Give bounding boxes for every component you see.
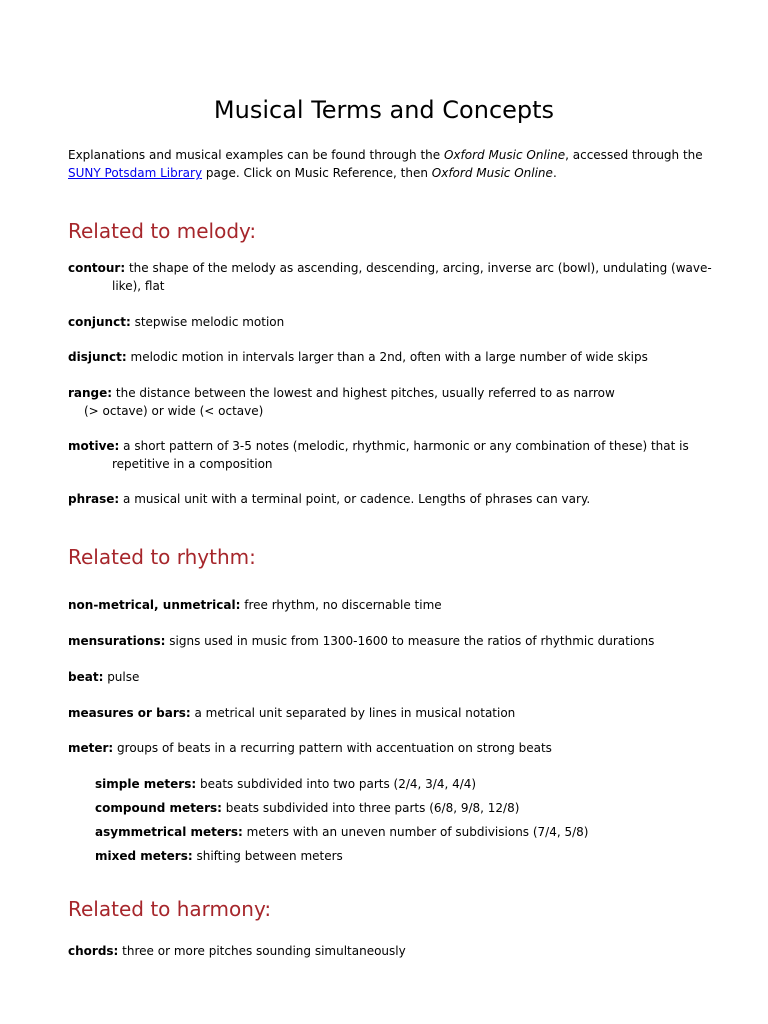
term-label: disjunct: xyxy=(68,350,127,364)
term-mixed-meters xyxy=(95,847,343,865)
term-label: compound meters: xyxy=(95,801,222,815)
term-definition: a metrical unit separated by lines in musical notation xyxy=(190,706,516,720)
term-definition: groups of beats in a recurring pattern with accentuation on strong beats xyxy=(113,741,552,755)
term-definition: melodic motion in intervals larger than a 2nd, often with a large number of wide skips xyxy=(126,350,648,364)
intro-text: page. Click on Music Reference, then xyxy=(202,166,432,180)
term-definition: three or more pitches sounding simultaneously xyxy=(118,944,406,958)
term-definition: a musical unit with a terminal point, or cadence. Lengths of phrases can vary. xyxy=(119,492,591,506)
term-chords xyxy=(68,942,406,960)
term-label: mensurations: xyxy=(68,634,166,648)
intro-line-2 xyxy=(68,165,557,182)
term-definition: a short pattern of 3-5 notes (melodic, rhythmic, harmonic or any combination of these) that is xyxy=(119,439,689,453)
term-label: phrase: xyxy=(68,492,120,506)
term-label: conjunct: xyxy=(68,315,131,329)
intro-source-name: Oxford Music Online xyxy=(443,148,566,162)
term-label: contour: xyxy=(68,261,126,275)
term-measures xyxy=(68,704,515,722)
term-definition: free rhythm, no discernable time xyxy=(240,598,442,612)
term-label: chords: xyxy=(68,944,119,958)
term-mensurations xyxy=(68,632,654,650)
section-heading-rhythm: Related to rhythm: xyxy=(68,545,256,569)
term-label: measures or bars: xyxy=(68,706,191,720)
term-motive-continuation: repetitive in a composition xyxy=(112,457,273,471)
term-label: non-metrical, unmetrical: xyxy=(68,598,241,612)
intro-line-1 xyxy=(68,147,703,164)
term-beat xyxy=(68,668,139,686)
page-title: Musical Terms and Concepts xyxy=(213,96,555,124)
term-definition: the shape of the melody as ascending, descending, arcing, inverse arc (bowl), undulating (wave- xyxy=(125,261,712,275)
term-conjunct xyxy=(68,313,284,331)
term-simple-meters xyxy=(95,775,476,793)
term-label: asymmetrical meters: xyxy=(95,825,243,839)
intro-text: Explanations and musical examples can be found through the xyxy=(68,148,444,162)
term-label: beat: xyxy=(68,670,104,684)
term-definition: pulse xyxy=(103,670,140,684)
term-label: meter: xyxy=(68,741,114,755)
term-label: range: xyxy=(68,386,113,400)
intro-text: , accessed through the xyxy=(565,148,703,162)
term-contour xyxy=(68,259,712,277)
term-non-metrical xyxy=(68,596,442,614)
library-link[interactable]: SUNY Potsdam Library xyxy=(68,166,203,180)
term-definition: stepwise melodic motion xyxy=(130,315,285,329)
term-definition: shifting between meters xyxy=(192,849,343,863)
intro-source-name: Oxford Music Online xyxy=(431,166,553,180)
term-definition: the distance between the lowest and highest pitches, usually referred to as narrow xyxy=(112,386,615,400)
section-heading-melody: Related to melody: xyxy=(68,219,257,243)
term-label: mixed meters: xyxy=(95,849,193,863)
term-meter xyxy=(68,739,552,757)
section-heading-harmony: Related to harmony: xyxy=(68,897,272,921)
term-motive xyxy=(68,437,689,455)
term-definition: beats subdivided into two parts (2/4, 3/4, 4/4) xyxy=(196,777,477,791)
term-definition: beats subdivided into three parts (6/8, 9/8, 12/8) xyxy=(221,801,520,815)
intro-text: . xyxy=(552,166,557,180)
term-label: motive: xyxy=(68,439,120,453)
term-range-continuation: (> octave) or wide (< octave) xyxy=(84,404,264,418)
term-phrase xyxy=(68,490,590,508)
term-range xyxy=(68,384,615,402)
term-contour-continuation: like), flat xyxy=(112,279,165,293)
term-asymmetrical-meters xyxy=(95,823,589,841)
term-definition: signs used in music from 1300-1600 to measure the ratios of rhythmic durations xyxy=(165,634,655,648)
term-compound-meters xyxy=(95,799,519,817)
term-disjunct xyxy=(68,348,648,366)
term-definition: meters with an uneven number of subdivisions (7/4, 5/8) xyxy=(242,825,589,839)
term-label: simple meters: xyxy=(95,777,197,791)
